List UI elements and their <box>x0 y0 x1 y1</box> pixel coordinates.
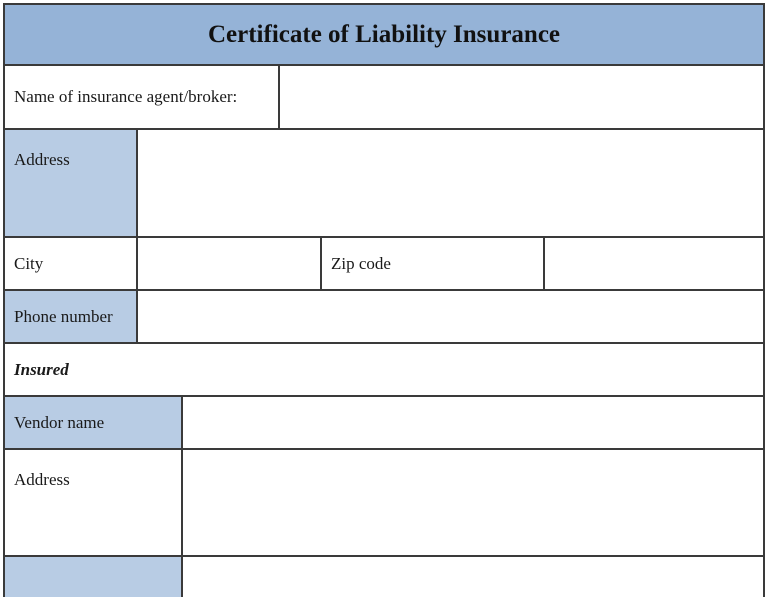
agent-row <box>3 66 765 130</box>
vendor-input[interactable] <box>181 397 763 448</box>
vendor-address-input[interactable] <box>181 450 763 555</box>
phone-label: Phone number <box>5 291 136 342</box>
vendor-row <box>3 397 765 450</box>
next-row-input[interactable] <box>181 557 763 597</box>
agent-label: Name of insurance agent/broker: <box>14 87 238 106</box>
form-title: Certificate of Liability Insurance <box>207 20 561 48</box>
insurance-form <box>3 3 765 597</box>
agent-input[interactable] <box>278 66 763 128</box>
city-label: City <box>14 253 44 273</box>
city-zip-row <box>3 238 765 291</box>
next-row-partial <box>3 557 765 597</box>
address-row <box>3 130 765 238</box>
phone-row <box>3 291 765 344</box>
vendor-address-row <box>3 450 765 557</box>
insured-heading-row <box>3 344 765 397</box>
next-row-label <box>5 557 181 597</box>
form-header <box>3 3 765 66</box>
insured-heading: Insured <box>14 359 69 379</box>
zip-label: Zip code <box>320 238 543 289</box>
zip-input[interactable] <box>543 238 763 289</box>
vendor-address-label: Address <box>14 470 70 489</box>
address-input[interactable] <box>136 130 763 236</box>
vendor-label: Vendor name <box>5 397 181 448</box>
address-label: Address <box>5 130 136 236</box>
city-input[interactable] <box>136 238 320 289</box>
phone-input[interactable] <box>136 291 763 342</box>
